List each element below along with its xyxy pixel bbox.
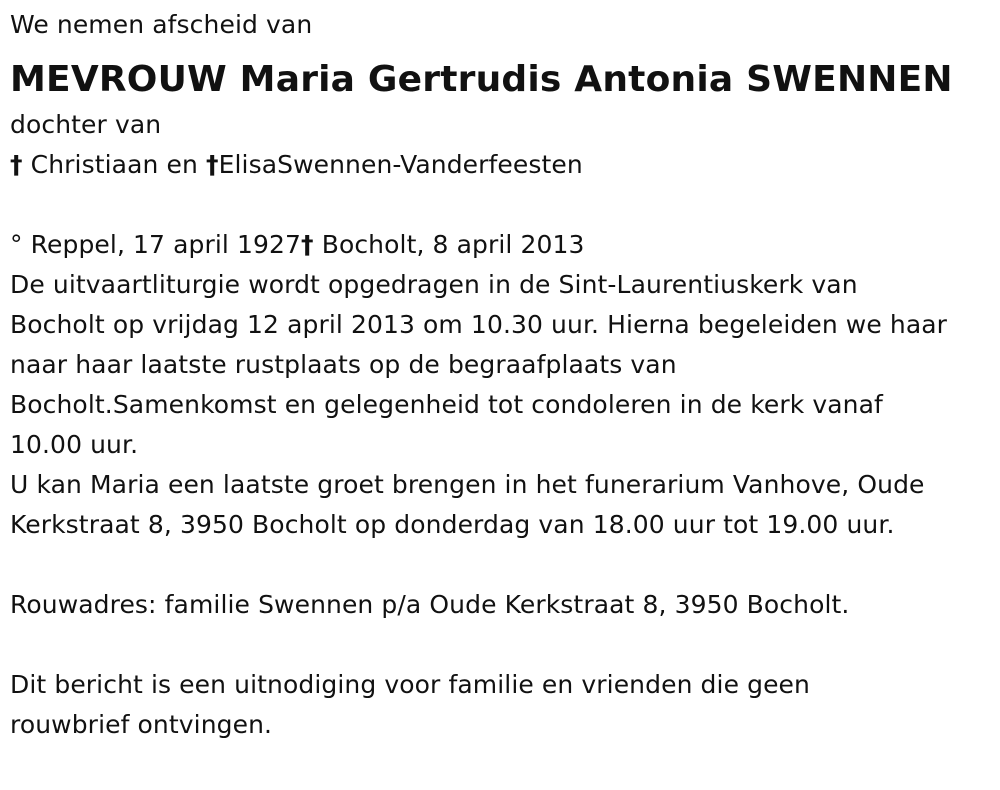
death-text: Bocholt, 8 april 2013 [321, 230, 585, 259]
parents-line [10, 145, 995, 185]
paragraph-line: Kerkstraat 8, 3950 Bocholt op donderdag van 18.00 uur tot 19.00 uur. [10, 510, 895, 539]
obituary-notice [10, 0, 995, 745]
paragraph-line: De uitvaartliturgie wordt opgedragen in de Sint-Laurentiuskerk van [10, 270, 858, 299]
funeral-paragraph [10, 265, 995, 465]
cross-icon: † [10, 150, 23, 179]
paragraph-line: 10.00 uur. [10, 430, 139, 459]
paragraph-line: U kan Maria een laatste groet brengen in het funerarium Vanhove, Oude [10, 470, 925, 499]
deceased-name: MEVROUW Maria Gertrudis Antonia SWENNEN [10, 59, 953, 100]
paragraph-line: Dit bericht is een uitnodiging voor familie en vrienden die geen [10, 670, 810, 699]
cross-icon: † [205, 150, 219, 179]
cross-icon: † [301, 230, 314, 259]
intro-text: We nemen afscheid van [10, 10, 313, 39]
spacer [10, 625, 995, 665]
relation-text: dochter van [10, 110, 162, 139]
life-dates-line [10, 225, 995, 265]
birth-text: ° Reppel, 17 april 1927 [10, 230, 302, 259]
paragraph-line: rouwbrief ontvingen. [10, 710, 273, 739]
visitation-paragraph [10, 465, 995, 545]
paragraph-line: Bocholt.Samenkomst en gelegenheid tot condoleren in de kerk vanaf [10, 390, 883, 419]
paragraph-line: naar haar laatste rustplaats op de begraafplaats van [10, 350, 677, 379]
address-text: Rouwadres: familie Swennen p/a Oude Kerkstraat 8, 3950 Bocholt. [10, 590, 850, 619]
spacer [10, 185, 995, 225]
father-name: Christiaan en [30, 150, 198, 179]
closing-paragraph [10, 665, 995, 745]
mother-name: ElisaSwennen-Vanderfeesten [218, 150, 583, 179]
spacer [10, 545, 995, 585]
paragraph-line: Bocholt op vrijdag 12 april 2013 om 10.30 uur. Hierna begeleiden we haar [10, 310, 948, 339]
